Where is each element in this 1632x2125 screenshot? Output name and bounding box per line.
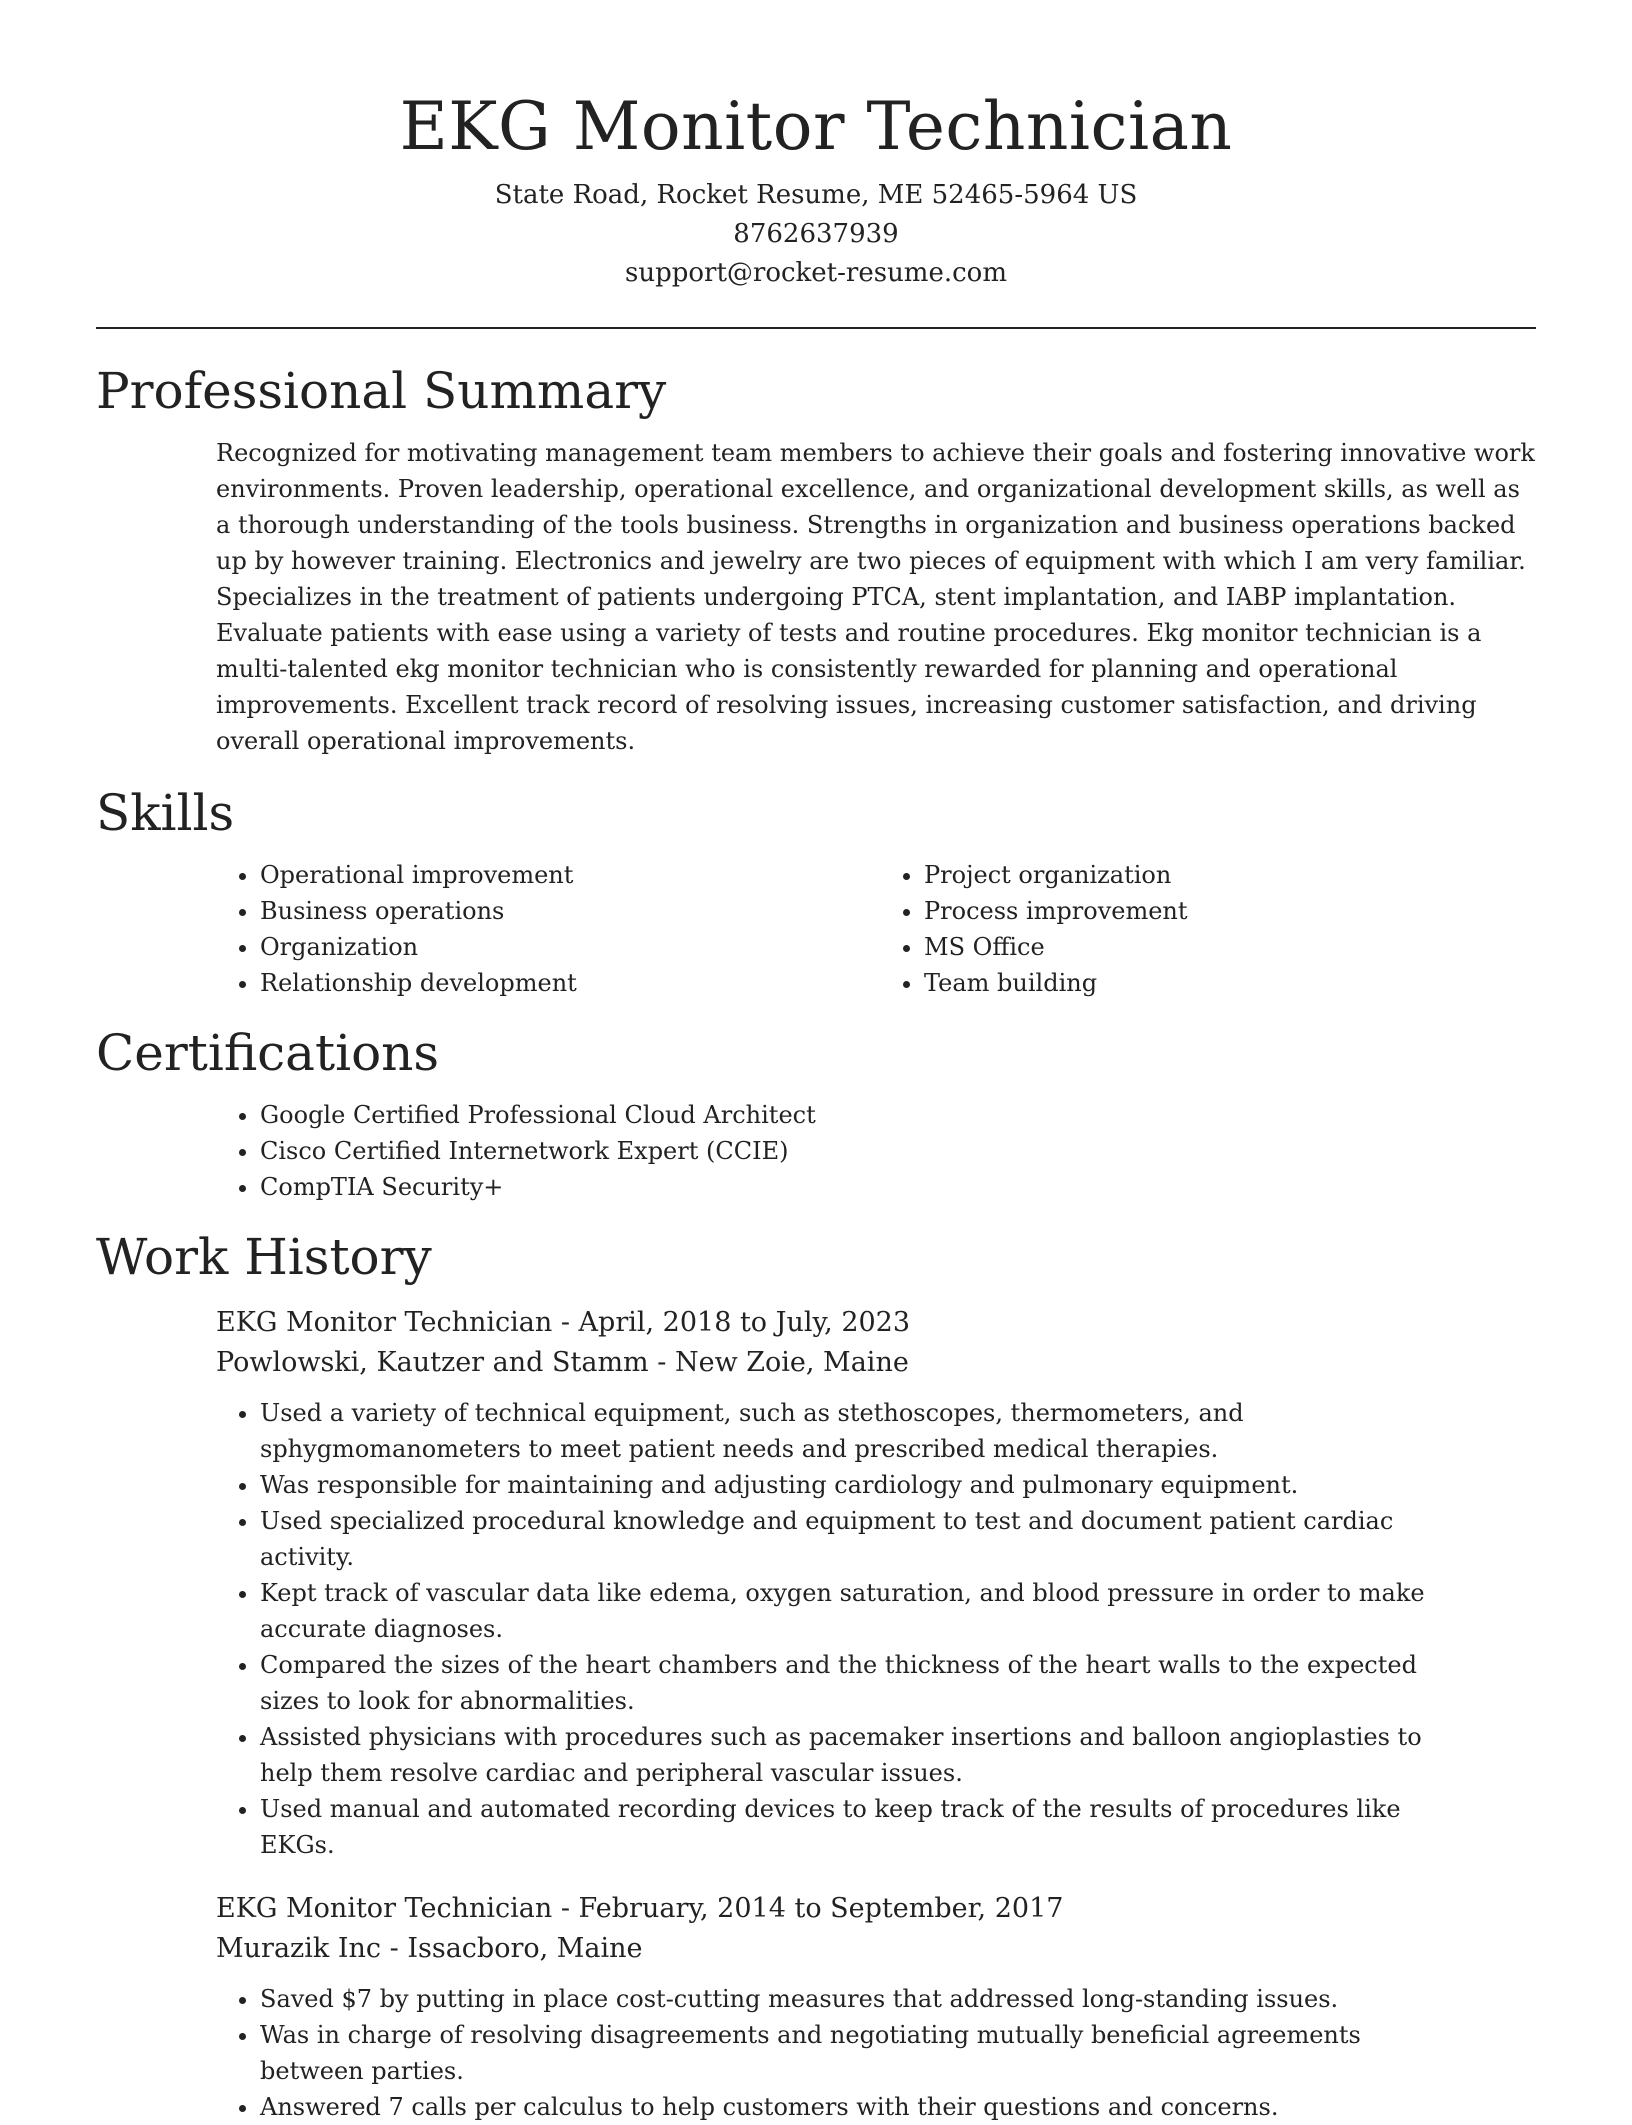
certification-item: • CompTIA Security+ [260, 1169, 1536, 1205]
work-history-heading: Work History [96, 1228, 432, 1286]
contact-address: State Road, Rocket Resume, ME 52465-5964 US [494, 180, 1138, 210]
job-title-line [216, 1303, 1536, 1343]
job-dates: April, 2018 to July, 2023 [578, 1307, 911, 1338]
skill-item: • Operational improvement [260, 857, 746, 893]
job-header [216, 1889, 1536, 1969]
job-duty: • Saved $7 by putting in place cost-cutting measures that addressed long-standing issues. [260, 1981, 1470, 2017]
certification-item: • Google Certified Professional Cloud Architect [260, 1097, 1536, 1133]
job-duty: • Assisted physicians with procedures such as pacemaker insertions and balloon angioplasties to help them resolve cardiac and peripheral vascular issues. [260, 1719, 1470, 1791]
skill-item: • Process improvement [924, 893, 1404, 929]
job-duty: • Answered 7 calls per calculus to help customers with their questions and concerns. [260, 2089, 1470, 2125]
job-employer: Murazik Inc [216, 1933, 382, 1964]
job-duties-list [96, 1981, 1470, 2125]
job-dates: February, 2014 to September, 2017 [578, 1893, 1064, 1924]
skill-item: • Organization [260, 929, 746, 965]
job-role: EKG Monitor Technician [216, 1307, 553, 1338]
job-duty: • Used specialized procedural knowledge and equipment to test and document patient cardiac activity. [260, 1503, 1470, 1575]
summary-text: Recognized for motivating management team members to achieve their goals and fostering innovative work environments. Proven leadership, operational excellence, and organizational development skills, as well as a thorough understanding of the tools business. Strengths in organization and business operations backed up by however training. Electronics and jewelry are two pieces of equipment with which I am very familiar. Specializes in the treatment of patients undergoing PTCA, stent implantation, and IABP implantation. Evaluate patients with ease using a variety of tests and routine procedures. Ekg monitor technician is a multi-talented ekg monitor technician who is consistently rewarded for planning and operational improvements. Excellent track record of resolving issues, increasing customer satisfaction, and driving overall operational improvements. [216, 439, 1535, 755]
job-duty: • Was in charge of resolving disagreements and negotiating mutually beneficial agreements between parties. [260, 2017, 1470, 2089]
skill-item: • Relationship development [260, 965, 746, 1001]
job-entry [96, 1303, 1536, 1863]
separator: - [381, 1933, 408, 1964]
skills-column-1 [96, 857, 746, 1001]
job-entry [96, 1889, 1536, 2125]
skills-column-2 [746, 857, 1404, 1001]
skills-heading: Skills [96, 784, 235, 842]
contact-email: support@rocket-resume.com [624, 258, 1007, 288]
certifications-heading: Certifications [96, 1024, 440, 1082]
job-duty: • Was responsible for maintaining and adjusting cardiology and pulmonary equipment. [260, 1467, 1470, 1503]
skills-list [96, 857, 1536, 1001]
summary-heading: Professional Summary [96, 362, 667, 420]
job-employer-line [216, 1929, 1536, 1969]
job-location: Issacboro, Maine [407, 1933, 643, 1964]
job-title-line [216, 1889, 1536, 1929]
skill-item: • MS Office [924, 929, 1404, 965]
separator: - [648, 1347, 675, 1378]
header-divider [96, 327, 1536, 329]
skill-item: • Team building [924, 965, 1404, 1001]
job-duty: • Kept track of vascular data like edema, oxygen saturation, and blood pressure in order to make accurate diagnoses. [260, 1575, 1470, 1647]
job-duties-list [96, 1395, 1470, 1863]
certifications-list [96, 1097, 1536, 1205]
job-employer-line [216, 1343, 1536, 1383]
contact-phone: 8762637939 [733, 219, 899, 249]
skill-item: • Business operations [260, 893, 746, 929]
resume-name: EKG Monitor Technician [399, 88, 1233, 165]
contact-block [96, 176, 1536, 293]
separator: - [552, 1307, 579, 1338]
certification-item: • Cisco Certified Internetwork Expert (CCIE) [260, 1133, 1536, 1169]
job-role: EKG Monitor Technician [216, 1893, 553, 1924]
separator: - [552, 1893, 579, 1924]
job-duty: • Used manual and automated recording devices to keep track of the results of procedures like EKGs. [260, 1791, 1470, 1863]
job-employer: Powlowski, Kautzer and Stamm [216, 1347, 649, 1378]
skill-item: • Project organization [924, 857, 1404, 893]
job-location: New Zoie, Maine [674, 1347, 909, 1378]
resume-page [96, 0, 1536, 2125]
job-duty: • Used a variety of technical equipment, such as stethoscopes, thermometers, and sphygmomanometers to meet patient needs and prescribed medical therapies. [260, 1395, 1470, 1467]
job-header [216, 1303, 1536, 1383]
job-duty: • Compared the sizes of the heart chambers and the thickness of the heart walls to the expected sizes to look for abnormalities. [260, 1647, 1470, 1719]
